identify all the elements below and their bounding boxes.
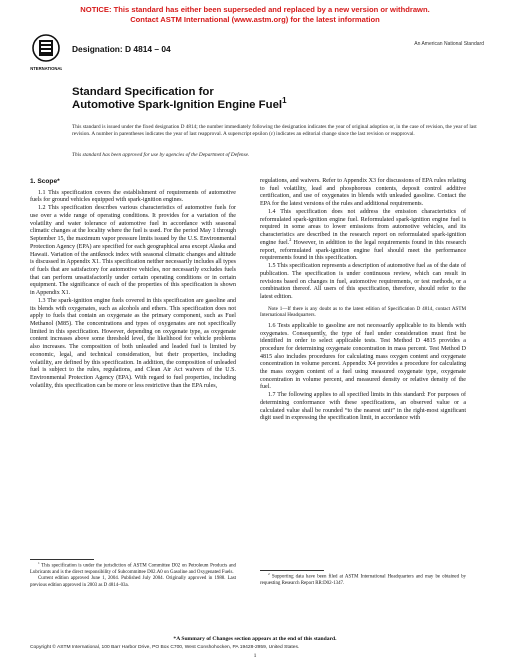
paragraph-1-4-text-a: 1.4 This specification does not address the emission characteristics of reformulated spark-ignition engine fuel. Reformulated spark-ignition engine fuel is required in some areas to lower emissions from automotive vehicles, and its characteristics are described in the research report on reformulated spark-ignition engine fuel. xyxy=(260,209,466,246)
title-text: Automotive Spark-Ignition Engine Fuel xyxy=(72,99,283,111)
paragraph-1-1: 1.1 This specification covers the establishment of requirements of automotive fuels for ground vehicles equipped with spark-ignition engines. xyxy=(30,189,236,204)
notice-line-2: Contact ASTM International (www.astm.org) for the latest information xyxy=(130,15,380,24)
summary-of-changes-note: *A Summary of Changes section appears at the end of this standard. xyxy=(173,636,337,642)
title-footnote-mark: 1 xyxy=(282,96,287,106)
footnote-divider-right xyxy=(260,570,324,571)
svg-text:INTERNATIONAL: INTERNATIONAL xyxy=(30,66,62,71)
footnote-2 xyxy=(260,574,466,587)
paragraph-1-4 xyxy=(260,209,466,263)
designation: Designation: D 4814 – 04 xyxy=(72,44,171,54)
american-national-standard-label: An American National Standard xyxy=(414,41,484,47)
astm-logo-icon xyxy=(30,33,62,73)
paragraph-1-7: 1.7 The following applies to all specified limits in this standard: For purposes of determining conformance with these specifications, an observed value or a calculated value shall be rounded “to the nearest unit” in the right-most significant digit used in expressing the specification limit, in accordance with xyxy=(260,392,466,422)
paragraph-1-6: 1.6 Tests applicable to gasoline are not necessarily applicable to its blends with oxygenates. Consequently, the type of fuel under consideration must first be identified in order to select applicable tests. Test Method D 4815 provides a procedure for determining oxygenate concentration in mass percent. Test Method D 4815 also includes procedures for calculating mass oxygen content and oxygenate concentration in volume percent. Appendix X4 provides a procedure for calculating the mass oxygen content of a fuel using measured oxygenate type, oxygenate concentration in volume percent, and measured density or relative density of the fuel. xyxy=(260,322,466,391)
dod-approval-statement: This standard has been approved for use by agencies of the Department of Defense. xyxy=(72,152,250,158)
withdrawal-notice xyxy=(0,5,510,25)
left-column xyxy=(30,178,236,391)
notice-line-1: NOTICE: This standard has either been superseded and replaced by a new version or withdrawn. xyxy=(80,5,430,14)
paragraph-1-3: 1.3 The spark-ignition engine fuels covered in this specification are gasoline and its blends with oxygenates, such as alcohols and ethers. This specification does not apply to fuels that contain an oxygenate as the primary component, such as Fuel Methanol (M85). The concentrations and types of oxygenates are not specifically limited in this specification. However, depending on oxygenate type, as oxygenate content increases above some threshold level, the likelihood for vehicle problems also increases. The composition of both unleaded and leaded fuel is limited by economic, legal, and technical consideration, but their properties, including volatility, are defined by this specification. In addition, the composition of unleaded fuel is subject to the rules, regulations, and Clean Air Act waivers of the U.S. Environmental Protection Agency (EPA). With regard to fuel properties, including volatility, this specification can be more or less restrictive than the EPA rules, xyxy=(30,297,236,389)
footnote-2-number: 2 xyxy=(268,572,270,576)
footnote-1 xyxy=(30,563,236,589)
copyright-line: Copyright © ASTM International, 100 Barr Harbor Drive, PO Box C700, West Conshohocken, PA 19428-2959, United States. xyxy=(30,645,300,650)
astm-logo xyxy=(30,33,62,73)
footnote-1-paragraph-1 xyxy=(30,563,236,576)
note-1: Note 1—If there is any doubt as to the latest edition of Specification D 4814, contact ASTM International Headquarters. xyxy=(260,305,466,319)
paragraph-1-2: 1.2 This specification describes various characteristics of automotive fuels for use over a wide range of operating conditions. It provides for a variation of the volatility and water tolerance of automotive fuel in accordance with seasonal climatic changes at the locality where the fuel is used. For the period May 1 through September 15, the maximum vapor pressure limits issued by the U.S. Environmental Protection Agency (EPA) are specified for each geographical area except Alaska and Hawaii. Variation of the antiknock index with seasonal climatic changes and altitude is discussed in Appendix X1. This specification neither necessarily includes all types of fuels that are satisfactory for automotive vehicles, nor necessarily excludes fuels that can perform unsatisfactorily under certain operating conditions or in certain equipment. The significance of each of the properties of this specification is shown in Appendix X1. xyxy=(30,205,236,297)
footnote-divider-left xyxy=(30,559,94,560)
footnote-1-paragraph-2: Current edition approved June 1, 2004. Published July 2004. Originally approved in 1988. Last previous edition approved in 2003 as D 4814–03a. xyxy=(30,576,236,588)
issuance-statement: This standard is issued under the fixed designation D 4814; the number immediately following the designation indicates the year of original adoption or, in the case of revision, the year of last revision. A number in parentheses indicates the year of last reapproval. A superscript epsilon (ε) indicates an editorial change since the last revision or reapproval. xyxy=(72,124,477,138)
section-heading-scope: 1. Scope* xyxy=(30,178,60,185)
footnote-2-paragraph xyxy=(260,574,466,587)
paragraph-1-4-text-b: However, in addition to the legal requirements found in this research report, reformulated spark-ignition engine fuel should meet the performance requirements found in this specification. xyxy=(260,239,466,262)
paragraph-1-3-continued: regulations, and waivers. Refer to Appendix X3 for discussions of EPA rules relating to fuel volatility, lead and phosphorous contents, deposit control additive certification, and use of oxygenates in blends with unleaded gasoline. Contact the EPA for the latest versions of the rules and additional requirements. xyxy=(260,178,466,208)
page-number: 1 xyxy=(253,653,257,659)
paragraph-1-5: 1.5 This specification represents a description of automotive fuel as of the date of publication. The specification is under continuous review, which can result in revisions based on changes in fuel, automotive requirements, or test methods, or a combination thereof. All users of this specification, therefore, should refer to the latest edition. xyxy=(260,263,466,300)
footnote-2-text: Supporting data have been filed at ASTM International Headquarters and may be obtained by requesting Research Report RR:D02-1347. xyxy=(260,574,466,586)
right-column xyxy=(260,178,466,423)
footnote-2-mark: 2 xyxy=(289,236,292,242)
footnote-1-text: This specification is under the jurisdiction of ASTM Committee D02 on Petroleum Products and Lubricants and is the direct responsibility of Subcommittee D02.A0 on Gasoline and Oxygenated Fuels. xyxy=(30,563,236,575)
title-line-2 xyxy=(72,96,287,112)
footnote-1-mark: 1 xyxy=(38,561,40,565)
title-line-1: Standard Specification for xyxy=(72,86,214,98)
